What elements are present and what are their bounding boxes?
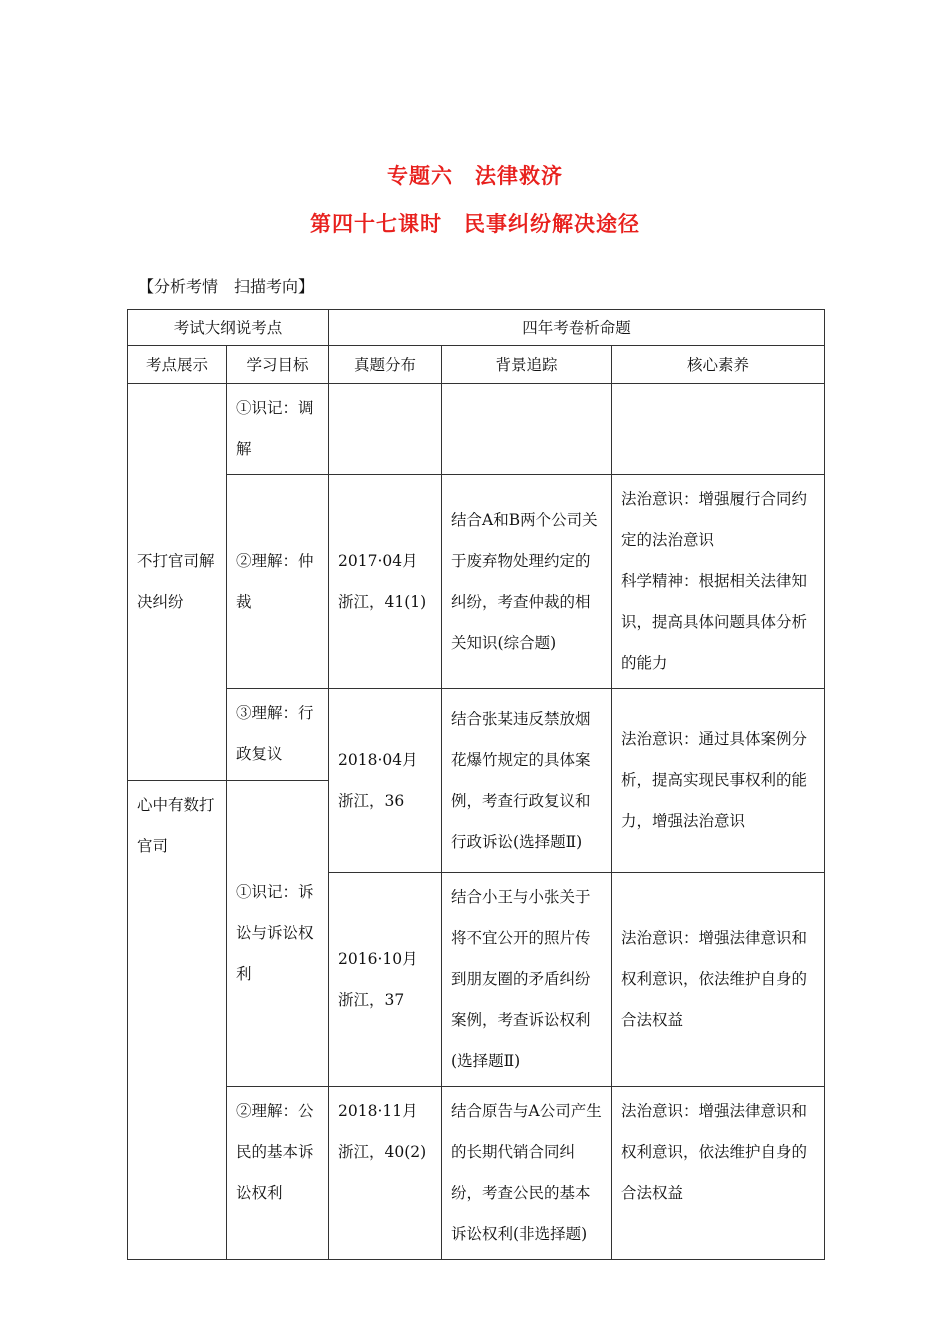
topic-cell: 心中有数打官司 bbox=[128, 781, 227, 1260]
col-header: 核心素养 bbox=[612, 346, 825, 384]
col-header: 背景追踪 bbox=[442, 346, 612, 384]
goal-cell: ②理解：公民的基本诉讼权利 bbox=[227, 1087, 329, 1260]
goal-cell: ①识记：调解 bbox=[227, 384, 329, 475]
literacy-cell bbox=[612, 384, 825, 475]
literacy-line: 法治意识：增强履行合同约定的法治意识 bbox=[621, 490, 808, 549]
col-header: 学习目标 bbox=[227, 346, 329, 384]
background-cell: 结合小王与小张关于将不宜公开的照片传到朋友圈的矛盾纠纷案例，考查诉讼权利(选择题Ⅱ) bbox=[442, 873, 612, 1087]
background-cell bbox=[442, 384, 612, 475]
topic-cell: 不打官司解决纠纷 bbox=[128, 384, 227, 781]
literacy-line: 科学精神：根据相关法律知识，提高具体问题具体分析的能力 bbox=[621, 572, 808, 672]
exam-cell bbox=[329, 384, 442, 475]
group-header-syllabus: 考试大纲说考点 bbox=[128, 310, 329, 346]
exam-analysis-table bbox=[127, 309, 825, 1260]
literacy-cell: 法治意识：通过具体案例分析，提高实现民事权利的能力，增强法治意识 bbox=[612, 689, 825, 873]
exam-cell: 2018·11月浙江，40(2) bbox=[329, 1087, 442, 1260]
col-header: 真题分布 bbox=[329, 346, 442, 384]
section-label: 【分析考情 扫描考向】 bbox=[138, 277, 315, 296]
literacy-cell bbox=[612, 475, 825, 689]
goal-cell: ②理解：仲裁 bbox=[227, 475, 329, 689]
exam-cell: 2018·04月浙江，36 bbox=[329, 689, 442, 873]
background-cell: 结合张某违反禁放烟花爆竹规定的具体案例，考查行政复议和行政诉讼(选择题Ⅱ) bbox=[442, 689, 612, 873]
background-cell: 结合A和B两个公司关于废弃物处理约定的纠纷，考查仲裁的相关知识(综合题) bbox=[442, 475, 612, 689]
col-header: 考点展示 bbox=[128, 346, 227, 384]
goal-cell: ①识记：诉讼与诉讼权利 bbox=[227, 781, 329, 1087]
literacy-cell: 法治意识：增强法律意识和权利意识，依法维护自身的合法权益 bbox=[612, 1087, 825, 1260]
exam-cell: 2017·04月浙江，41(1) bbox=[329, 475, 442, 689]
literacy-cell: 法治意识：增强法律意识和权利意识，依法维护自身的合法权益 bbox=[612, 873, 825, 1087]
topic-title: 专题六 法律救济 bbox=[387, 164, 563, 188]
group-header-exams: 四年考卷析命题 bbox=[329, 310, 825, 346]
goal-cell: ③理解：行政复议 bbox=[227, 689, 329, 781]
lesson-title: 第四十七课时 民事纠纷解决途径 bbox=[310, 212, 640, 236]
background-cell: 结合原告与A公司产生的长期代销合同纠纷，考查公民的基本诉讼权利(非选择题) bbox=[442, 1087, 612, 1260]
exam-cell: 2016·10月浙江，37 bbox=[329, 873, 442, 1087]
